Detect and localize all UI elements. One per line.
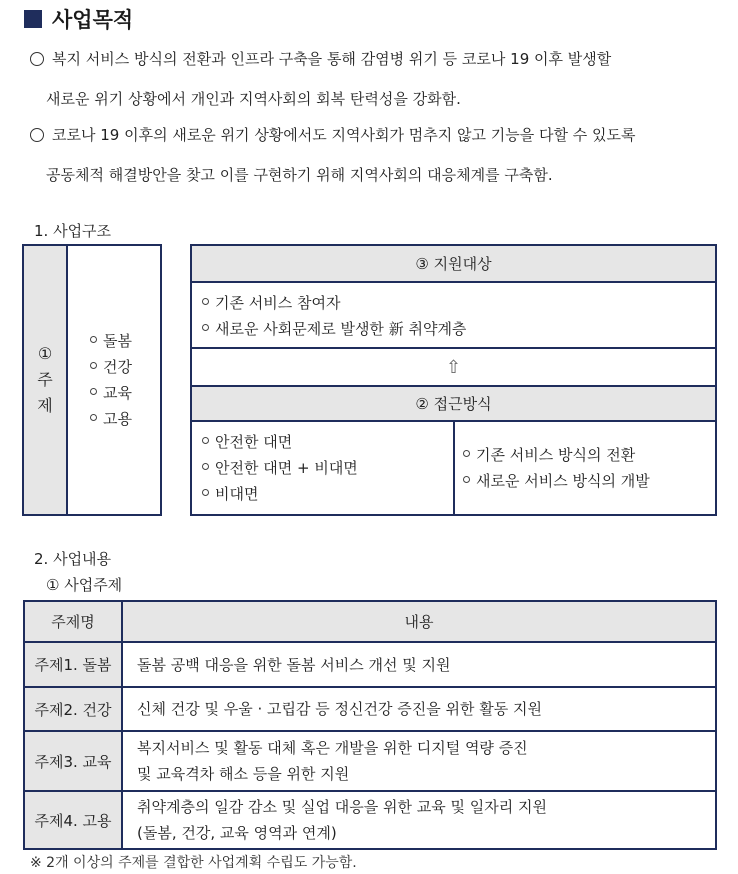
square-bullet-icon bbox=[24, 10, 42, 28]
target-items-cell bbox=[190, 281, 717, 349]
approach-item-text: 새로운 서비스 방식의 개발 bbox=[476, 472, 650, 490]
approach-header: ② 접근방식 bbox=[190, 385, 717, 422]
target-item-text: 기존 서비스 참여자 bbox=[215, 294, 341, 312]
bullet-icon bbox=[202, 489, 209, 496]
target-header: ③ 지원대상 bbox=[190, 244, 717, 283]
subject-label-2: 주 bbox=[37, 370, 53, 389]
page-title bbox=[24, 4, 133, 34]
column-header-name: 주제명 bbox=[24, 601, 122, 642]
circle-bullet-icon bbox=[30, 52, 44, 66]
purpose-2 bbox=[30, 124, 635, 146]
subject-item bbox=[90, 406, 160, 432]
approach-item bbox=[463, 442, 715, 468]
approach-item-text: 안전한 대면 + 비대면 bbox=[215, 459, 358, 477]
purpose-2-line-2: 공동체적 해결방안을 찾고 이를 구현하기 위해 지역사회의 대응체계를 구축함. bbox=[46, 166, 553, 184]
approach-item bbox=[202, 429, 453, 455]
topic-line: 돌봄 공백 대응을 위한 돌봄 서비스 개선 및 지원 bbox=[137, 655, 451, 674]
topic-name: 주제3. 교육 bbox=[24, 731, 122, 791]
bullet-icon bbox=[90, 388, 97, 395]
topic-content bbox=[122, 791, 716, 849]
topic-line: 신체 건강 및 우울 · 고립감 등 정신건강 증진을 위한 활동 지원 bbox=[137, 700, 542, 718]
subject-item bbox=[90, 380, 160, 406]
bullet-icon bbox=[463, 476, 470, 483]
page-title-text: 사업목적 bbox=[52, 8, 134, 32]
bullet-icon bbox=[202, 437, 209, 444]
bullet-icon bbox=[90, 362, 97, 369]
topic-content bbox=[122, 731, 716, 791]
topic-line: 복지서비스 및 활동 대체 혹은 개발을 위한 디지털 역량 증진 bbox=[137, 739, 528, 757]
subject-item-text: 돌봄 bbox=[103, 332, 132, 350]
target-item bbox=[202, 290, 715, 316]
subject-label-1: ① bbox=[37, 344, 53, 363]
approach-item-text: 비대면 bbox=[215, 485, 259, 503]
topic-content bbox=[122, 687, 716, 731]
purpose-1-line-1: 복지 서비스 방식의 전환과 인프라 구축을 통해 감염병 위기 등 코로나 19 이후 발생할 bbox=[52, 50, 612, 68]
subject-label-cell bbox=[22, 244, 68, 516]
column-header-content: 내용 bbox=[122, 601, 716, 642]
table-row bbox=[24, 791, 716, 849]
circle-bullet-icon bbox=[30, 128, 44, 142]
approach-item-text: 안전한 대면 bbox=[215, 433, 293, 451]
approach-left-cell bbox=[190, 420, 455, 516]
approach-item bbox=[202, 455, 453, 481]
table-row bbox=[24, 642, 716, 687]
topic-content bbox=[122, 642, 716, 687]
approach-item bbox=[202, 481, 453, 507]
approach-right-cell bbox=[453, 420, 717, 516]
bullet-icon bbox=[90, 414, 97, 421]
subject-label-3: 제 bbox=[37, 396, 53, 415]
subject-items-cell bbox=[66, 244, 162, 516]
topic-line: 취약계층의 일감 감소 및 실업 대응을 위한 교육 및 일자리 지원 bbox=[137, 798, 547, 816]
purpose-1 bbox=[30, 48, 611, 70]
footnote: ※ 2개 이상의 주제를 결합한 사업계획 수립도 가능함. bbox=[30, 855, 357, 871]
topics-table bbox=[23, 600, 717, 850]
bullet-icon bbox=[90, 336, 97, 343]
bullet-icon bbox=[202, 463, 209, 470]
subject-item-text: 교육 bbox=[103, 384, 132, 402]
subject-item-text: 건강 bbox=[103, 358, 132, 376]
topic-line: 및 교육격차 해소 등을 위한 지원 bbox=[137, 765, 350, 783]
approach-item bbox=[463, 468, 715, 494]
topic-name: 주제4. 고용 bbox=[24, 791, 122, 849]
purpose-2-line-1: 코로나 19 이후의 새로운 위기 상황에서도 지역사회가 멈추지 않고 기능을 다할 수 있도록 bbox=[52, 126, 636, 144]
table-header-row bbox=[24, 601, 716, 642]
purpose-1-line-2: 새로운 위기 상황에서 개인과 지역사회의 회복 탄력성을 강화함. bbox=[46, 90, 461, 108]
approach-item-text: 기존 서비스 방식의 전환 bbox=[476, 446, 636, 464]
content-subheading: ① 사업주제 bbox=[46, 576, 123, 594]
target-item bbox=[202, 316, 715, 342]
bullet-icon bbox=[463, 450, 470, 457]
subject-item bbox=[90, 354, 160, 380]
bullet-icon bbox=[202, 298, 209, 305]
topic-name: 주제1. 돌봄 bbox=[24, 642, 122, 687]
bullet-icon bbox=[202, 324, 209, 331]
subject-item-text: 고용 bbox=[103, 410, 132, 428]
topic-name: 주제2. 건강 bbox=[24, 687, 122, 731]
table-row bbox=[24, 731, 716, 791]
up-arrow-icon: ⇧ bbox=[190, 347, 717, 387]
topic-line: (돌봄, 건강, 교육 영역과 연계) bbox=[137, 824, 337, 842]
structure-heading: 1. 사업구조 bbox=[34, 222, 112, 240]
subject-item bbox=[90, 328, 160, 354]
table-row bbox=[24, 687, 716, 731]
content-heading: 2. 사업내용 bbox=[34, 550, 112, 568]
target-item-text: 새로운 사회문제로 발생한 新 취약계층 bbox=[215, 320, 467, 338]
